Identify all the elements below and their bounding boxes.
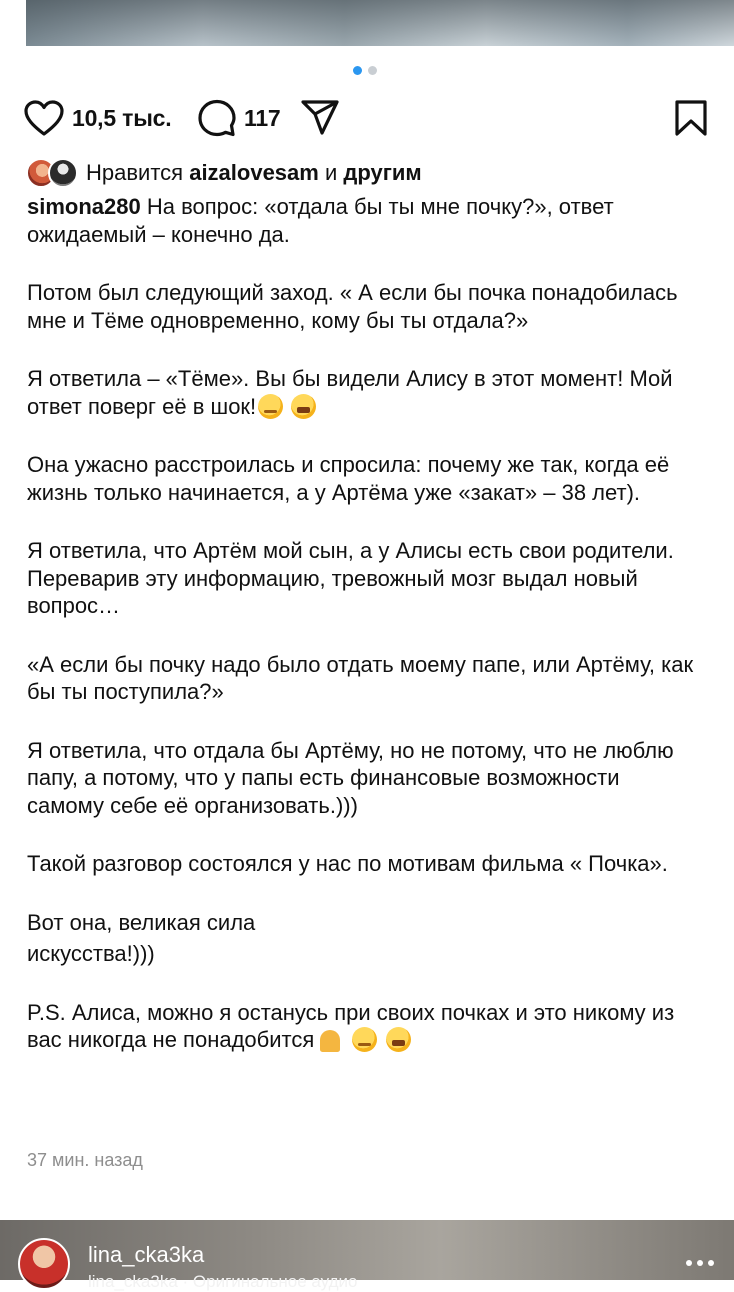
next-post-audio[interactable]: lina_cka3ka · Оригинальное аудио xyxy=(88,1272,358,1291)
next-post-header[interactable] xyxy=(0,1220,734,1291)
likes-summary[interactable] xyxy=(26,155,422,191)
caption-paragraph: Я ответила, что отдала бы Артёму, но не потому, что не люблю папу, а потому, что у папы есть финансовые возможности самому себе её организовать.))) xyxy=(27,737,674,818)
caption-text: Я ответила – «Тёме». Вы бы видели Алису в этот момент! Мой ответ поверг её в шок! xyxy=(27,366,673,419)
carousel-dot xyxy=(368,66,377,75)
caption-paragraph xyxy=(27,365,697,420)
likes-middle: и xyxy=(324,160,338,185)
share-icon xyxy=(300,99,340,137)
caption-paragraph xyxy=(27,999,697,1054)
avatar xyxy=(48,158,78,188)
caption-paragraph: Такой разговор состоялся у нас по мотивам фильма « Почка». xyxy=(27,851,668,876)
post-image-bottom[interactable] xyxy=(26,0,734,46)
bookmark-icon xyxy=(674,99,708,137)
caption-username[interactable]: simona280 xyxy=(27,194,141,219)
post-actions-bar xyxy=(24,96,714,140)
avatar[interactable] xyxy=(18,1238,70,1290)
comment-count[interactable]: 117 xyxy=(244,104,281,131)
comment-icon xyxy=(198,99,236,137)
caption-paragraph: «А если бы почку надо было отдать моему папе, или Артёму, как бы ты поступила?» xyxy=(27,651,694,704)
likes-text xyxy=(86,160,422,186)
caption-text: На вопрос: «отдала бы ты мне почку?», ответ ожидаемый – конечно да. xyxy=(27,194,614,247)
post-caption xyxy=(27,193,697,1085)
save-button[interactable] xyxy=(674,96,708,140)
carousel-indicator xyxy=(353,66,377,75)
caption-paragraph: Я ответила, что Артём мой сын, а у Алисы есть свои родители. Переварив эту информацию, тревожный мозг выдал новый вопрос… xyxy=(27,538,674,618)
heart-icon xyxy=(24,100,64,136)
caption-paragraph xyxy=(27,193,697,248)
share-button[interactable] xyxy=(300,96,340,140)
caption-paragraph: Потом был следующий заход. « А если бы почка понадобилась мне и Тёме одновременно, кому бы ты отдала?» xyxy=(27,280,678,333)
likes-prefix: Нравится xyxy=(86,160,184,185)
carousel-dot-active xyxy=(353,66,362,75)
next-post-username[interactable]: lina_cka3ka xyxy=(88,1242,205,1267)
smirk-emoji-icon xyxy=(258,394,283,419)
post-timestamp: 37 мин. назад xyxy=(27,1150,143,1170)
rofl-emoji-icon xyxy=(291,394,316,419)
caption-paragraph: Вот она, великая сила xyxy=(27,909,256,935)
more-icon[interactable] xyxy=(686,1260,714,1266)
pray-emoji-icon xyxy=(316,1027,344,1052)
rofl-emoji-icon xyxy=(386,1027,411,1052)
caption-paragraph: искусства!))) xyxy=(27,941,155,966)
liker-username[interactable]: aizalovesam xyxy=(189,160,319,185)
like-button[interactable] xyxy=(24,96,171,140)
liker-avatars xyxy=(26,158,80,188)
like-count[interactable]: 10,5 тыс. xyxy=(72,104,172,131)
comment-button[interactable] xyxy=(198,96,281,140)
likes-others-link[interactable]: другим xyxy=(343,160,422,185)
caption-text: P.S. Алиса, можно я останусь при своих почках и это никому из вас никогда не понадобится xyxy=(27,999,675,1052)
caption-paragraph: Она ужасно расстроилась и спросила: почему же так, когда её жизнь только начинается, а у Артёма уже «закат» – 38 лет). xyxy=(27,452,670,505)
smirk-emoji-icon xyxy=(352,1027,377,1052)
